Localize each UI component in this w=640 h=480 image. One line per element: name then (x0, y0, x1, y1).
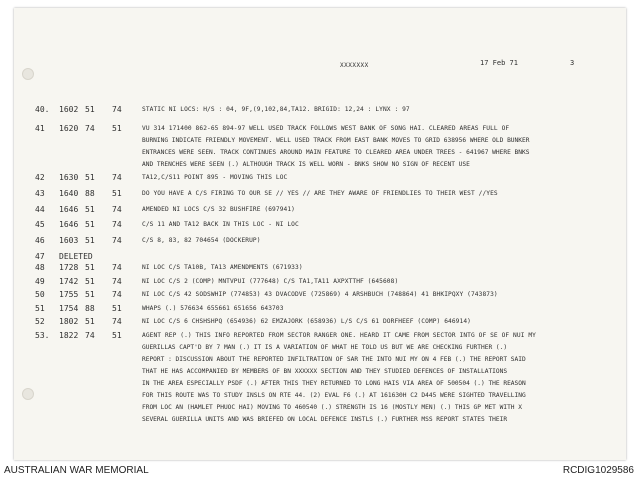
entry-number: 53. (35, 331, 50, 340)
entry-time: 1603 (59, 236, 79, 245)
entry-text: NI LOC C/S 6 CHSHSHPQ (654936) 62 EMZAJORK (658936) L/S C/S 61 DORFHEEF (COMP) 646914) (142, 318, 471, 325)
entry-time: DELETED (59, 252, 93, 261)
entry-continuation-line: AND TRENCHES WERE SEEN (.) ALTHOUGH TRACK IS WELL WORN - BNKS SHOW NO SIGN OF RECENT USE (142, 161, 470, 168)
entry-time: 1602 (59, 105, 79, 114)
entry-text: VU 314 171400 862-65 894-97 WELL USED TRACK FOLLOWS WEST BANK OF SONG HAI. CLEARED AREAS FULL OF (142, 125, 510, 132)
entry-to: 51 (112, 331, 122, 340)
entry-continuation-line: FROM LOC AN (HAMLET PHUOC HAI) MOVING TO 460540 (.) STRENGTH IS 16 (MOSTLY MEN) (.) THIS GP MET WITH X (142, 404, 522, 411)
entry-from: 51 (85, 220, 95, 229)
entry-continuation-line: ENTRANCES WERE SEEN. TRACK CONTINUES AROUND MAIN FEATURE TO CLEARED AREA UNDER TREES - 641967 WHERE BNKS (142, 149, 530, 156)
entry-from: 51 (85, 105, 95, 114)
entry-text: DO YOU HAVE A C/S FIRING TO OUR SE // YES // ARE THEY AWARE OF FRIENDLIES TO THEIR WEST //YES (142, 190, 498, 197)
entry-time: 1646 (59, 205, 79, 214)
entry-continuation-line: FOR THIS ROUTE WAS TO STUDY INSLS ON RTE 44. (2) EVAL F6 (.) AT 161630H C2 D445 WERE SIGHTED TRAVELLING (142, 392, 526, 399)
entry-to: 74 (112, 263, 122, 272)
log-entry (14, 316, 626, 328)
archive-reference: RCDIG1029586 (562, 465, 634, 476)
entry-from: 51 (85, 263, 95, 272)
entry-from: 51 (85, 236, 95, 245)
log-entry (14, 262, 626, 274)
entry-time: 1728 (59, 263, 79, 272)
log-entry (14, 303, 626, 315)
entry-number: 42 (35, 173, 45, 182)
entry-number: 41 (35, 124, 45, 133)
entry-text: NI LOC C/S TA10B, TA13 AMENDMENTS (671933) (142, 264, 303, 271)
log-entry (14, 204, 626, 216)
entry-text: AGENT REP (.) THIS INFO REPORTED FROM SECTOR RANGER ONE. HEARD IT CAME FROM SECTOR INTG OF SE OF NUI MY (142, 332, 536, 339)
classification-code: XXXXXXX (340, 62, 369, 69)
entry-to: 74 (112, 173, 122, 182)
archive-name: AUSTRALIAN WAR MEMORIAL (4, 465, 149, 476)
entry-number: 46 (35, 236, 45, 245)
entry-time: 1754 (59, 304, 79, 313)
entry-continuation-line: GUERILLAS CAPT'D BY 7 MAN (.) IT IS A VARIATION OF WHAT HE TOLD US BUT WE ARE CHECKING FURTHER (.) (142, 344, 508, 351)
entry-text: STATIC NI LOCS: H/S : 04, 9F,(9,102,84,TA12. BRIGID: 12,24 : LYNX : 97 (142, 106, 410, 113)
entry-from: 74 (85, 331, 95, 340)
entry-number: 45 (35, 220, 45, 229)
log-entry (14, 188, 626, 200)
entry-from: 51 (85, 205, 95, 214)
entry-from: 88 (85, 304, 95, 313)
punch-hole (22, 68, 34, 80)
entry-continuation-line: IN THE AREA ESPECIALLY PSDF (.) AFTER THIS THEY RETURNED TO LONG HAIS VIA AREA OF 500504 (.) THE REASON (142, 380, 526, 387)
entry-time: 1630 (59, 173, 79, 182)
entry-text: C/S 11 AND TA12 BACK IN THIS LOC - NI LOC (142, 221, 299, 228)
entry-to: 74 (112, 105, 122, 114)
entry-time: 1822 (59, 331, 79, 340)
entry-to: 74 (112, 205, 122, 214)
log-entry (14, 123, 626, 135)
entry-from: 51 (85, 173, 95, 182)
entry-time: 1802 (59, 317, 79, 326)
entry-continuation-line: REPORT : DISCUSSION ABOUT THE REPORTED INFILTRATION OF SAR THE INTO NUI MY ON 4 FEB (.) THE REPORT SAID (142, 356, 526, 363)
entry-to: 74 (112, 277, 122, 286)
log-entry (14, 289, 626, 301)
entry-text: AMENDED NI LOCS C/S 32 BUSHFIRE (697941) (142, 206, 296, 213)
entry-number: 51 (35, 304, 45, 313)
log-entry (14, 235, 626, 247)
entry-from: 88 (85, 189, 95, 198)
log-entry (14, 330, 626, 342)
entry-to: 74 (112, 236, 122, 245)
entry-number: 50 (35, 290, 45, 299)
entry-text: C/S 8, 83, 82 704654 (DOCKERUP) (142, 237, 261, 244)
log-entry (14, 276, 626, 288)
entry-from: 51 (85, 277, 95, 286)
entry-number: 49 (35, 277, 45, 286)
entry-number: 47 (35, 252, 45, 261)
entry-from: 74 (85, 124, 95, 133)
entry-to: 51 (112, 189, 122, 198)
entry-to: 51 (112, 124, 122, 133)
entry-number: 48 (35, 263, 45, 272)
entry-continuation-line: BURNING INDICATE FRIENDLY MOVEMENT. WELL USED TRACK FROM EAST BANK MOVES TO GRID 638956 WHERE OLD BUNKER (142, 137, 530, 144)
log-entry (14, 104, 626, 116)
entry-continuation-line: SEVERAL GUERILLA UNITS AND WAS BRIEFED ON LOCAL DEFENCE INSTLS (.) FURTHER MSS REPORT STATES THEIR (142, 416, 508, 423)
entry-number: 44 (35, 205, 45, 214)
entry-number: 43 (35, 189, 45, 198)
entry-time: 1620 (59, 124, 79, 133)
entry-text: WHAPS (.) 576634 655661 651656 643703 (142, 305, 284, 312)
entry-text: NI LOC C/S 42 SODSWHIP (774853) 43 DVACODVE (725869) 4 ARSHBUCH (748864) 41 BHKIPQXY (743873) (142, 291, 498, 298)
entry-from: 51 (85, 290, 95, 299)
entry-from: 51 (85, 317, 95, 326)
document-page (14, 8, 626, 460)
entry-time: 1755 (59, 290, 79, 299)
entry-text: TA12,C/S11 POINT 895 - MOVING THIS LOC (142, 174, 288, 181)
entry-to: 74 (112, 317, 122, 326)
entry-time: 1742 (59, 277, 79, 286)
entry-number: 40. (35, 105, 50, 114)
log-entry (14, 172, 626, 184)
log-entry (14, 219, 626, 231)
entry-continuation-line: THAT HE HAS ACCOMPANIED BY MEMBERS OF BN XXXXXX SECTION AND THEY STUDIED DEFENCES OF INSTALLATIONS (142, 368, 508, 375)
entry-to: 74 (112, 290, 122, 299)
log-date: 17 Feb 71 (480, 59, 518, 67)
page-number: 3 (570, 59, 575, 67)
entry-time: 1640 (59, 189, 79, 198)
entry-time: 1646 (59, 220, 79, 229)
entry-to: 51 (112, 304, 122, 313)
entry-number: 52 (35, 317, 45, 326)
punch-hole (22, 388, 34, 400)
entry-text: NI LOC C/S 2 (COMP) MNTVPUI (777648) C/S TA1,TA11 AXPXTTHF (645608) (142, 278, 399, 285)
entry-to: 74 (112, 220, 122, 229)
